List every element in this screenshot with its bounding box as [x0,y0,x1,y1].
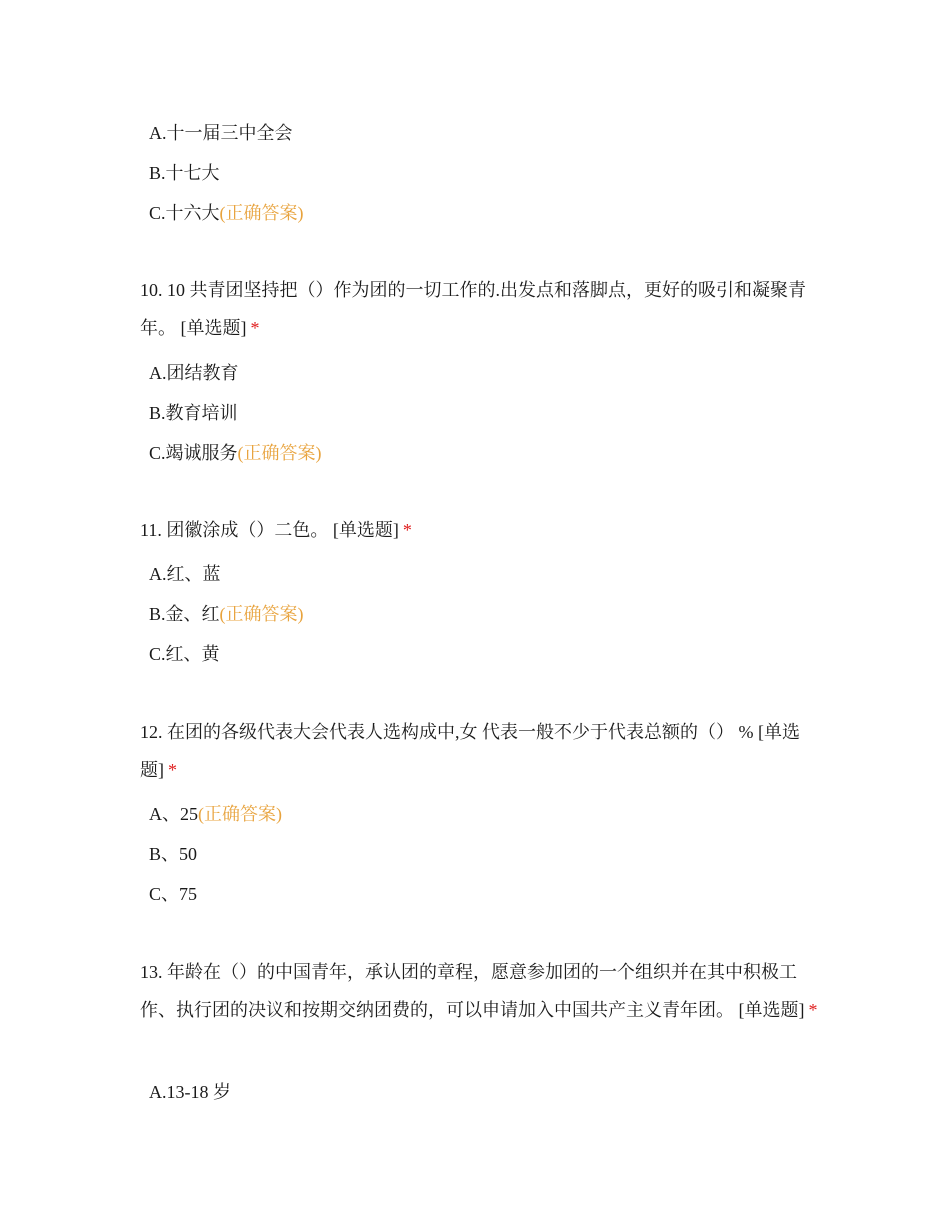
required-mark: * [168,760,177,780]
option-b-prev[interactable]: B.十七大 [149,163,220,183]
required-mark: * [808,1000,818,1020]
question-13-stem: 13. 年龄在（）的中国青年，承认团的章程，愿意参加团的一个组织并在其中积极工作、执行团的决议和按期交纳团费的，可以申请加入中国共产主义青年团。 [单选题] * [140,962,818,1020]
q10-option-a[interactable]: A.团结教育 [149,363,239,383]
q13-option-a[interactable]: A.13-18 岁 [149,1082,231,1102]
q10-option-b[interactable]: B.教育培训 [149,403,238,423]
q12-option-a[interactable]: A、25(正确答案) [149,804,282,824]
required-mark: * [402,520,412,540]
q10-option-c[interactable]: C.竭诚服务(正确答案) [149,443,322,463]
correct-answer-tag: (正确答案) [237,443,322,463]
option-a-prev[interactable]: A.十一届三中全会 [149,123,293,143]
option-c-prev[interactable]: C.十六大(正确答案) [149,203,304,223]
q12-option-b[interactable]: B、50 [149,844,198,864]
required-mark: * [250,318,260,338]
q11-option-b[interactable]: B.金、红(正确答案) [149,604,304,624]
q11-option-c[interactable]: C.红、黄 [149,644,220,664]
correct-answer-tag: (正确答案) [219,203,304,223]
correct-answer-tag: (正确答案) [219,604,304,624]
question-12-stem: 12. 在团的各级代表大会代表人选构成中,女 代表一般不少于代表总额的（） % [单选题] * [140,722,800,780]
question-10-stem: 10. 10 共青团坚持把（）作为团的一切工作的.出发点和落脚点，更好的吸引和凝聚青年。 [单选题] * [140,280,806,338]
question-11-stem: 11. 团徽涂成（）二色。 [单选题] * [140,520,412,540]
correct-answer-tag: (正确答案) [198,804,282,824]
q11-option-a[interactable]: A.红、蓝 [149,564,221,584]
q12-option-c[interactable]: C、75 [149,884,198,904]
